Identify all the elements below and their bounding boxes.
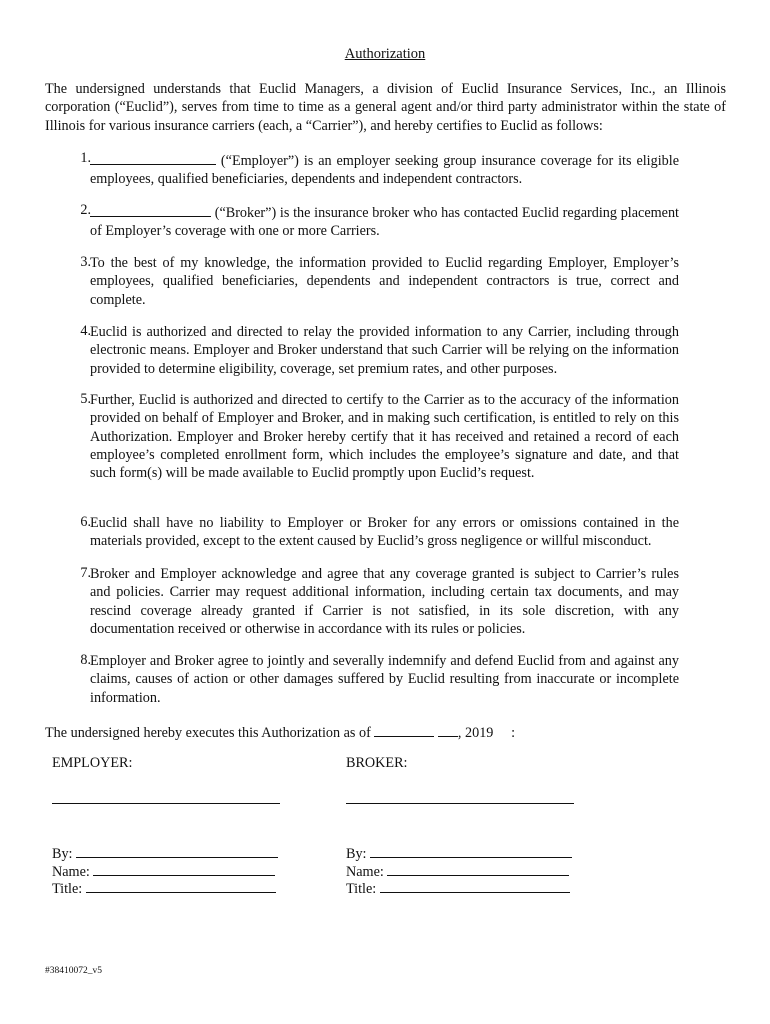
employer-signature-line[interactable] (52, 803, 280, 804)
employer-by-field (52, 844, 278, 863)
employer-by-input[interactable] (76, 844, 278, 858)
employer-label: EMPLOYER: (52, 755, 133, 771)
title-label: Title: (346, 881, 377, 897)
list-item (45, 323, 726, 378)
item-text: (“Employer”) is an employer seeking group insurance coverage for its eligible employees, qualified beneficiaries, dependents and independent contractors. (90, 153, 679, 188)
broker-title-input[interactable] (380, 879, 570, 893)
broker-by-field (346, 844, 572, 863)
date-month-blank[interactable] (374, 722, 434, 737)
list-item (45, 391, 726, 482)
item-text: Broker and Employer acknowledge and agree that any coverage granted is subject to Carrier’s rules and policies. Carrier may request additional information, including certain tax documents, and may rescind coverage already granted if Carrier is not satisfied, in its sole discretion, with any documentation received or otherwise in accordance with its rules or policies. (90, 566, 679, 637)
document-footer-code: #38410072_v5 (45, 966, 102, 976)
execution-prefix: The undersigned hereby executes this Authorization as of (45, 725, 375, 741)
execution-line (45, 722, 726, 742)
broker-title-field (346, 879, 570, 898)
execution-suffix: : (511, 725, 516, 741)
list-item (45, 565, 726, 638)
item-number: 8. (80, 652, 91, 668)
list-item (45, 202, 726, 241)
execution-year: , 2019 (457, 725, 494, 741)
broker-by-input[interactable] (370, 844, 572, 858)
list-item (45, 652, 726, 707)
document-title: Authorization (344, 46, 426, 62)
item-number: 1. (80, 150, 91, 166)
broker-name-input[interactable] (387, 862, 569, 876)
item-text: (“Broker”) is the insurance broker who has contacted Euclid regarding placement of Employer’s coverage with one or more Carriers. (90, 205, 679, 240)
item-number: 4. (80, 323, 91, 339)
intro-paragraph: The undersigned understands that Euclid Managers, a division of Euclid Insurance Services, Inc., an Illinois corporation (“Euclid”), serves from time to time as a general agent and/or third party administrator within the state of Illinois for various insurance carriers (each, a “Carrier”), and hereby certifies to Euclid as follows: (45, 81, 726, 134)
item-text: Euclid is authorized and directed to relay the provided information to any Carrier, including through electronic means. Employer and Broker understand that such Carrier will be relying on the information provided to determine eligibility, coverage, set premium rates, and other purposes. (90, 324, 679, 377)
item-number: 7. (80, 565, 91, 581)
by-label: By: (346, 846, 367, 862)
employer-title-input[interactable] (86, 879, 276, 893)
broker-label: BROKER: (346, 755, 408, 771)
by-label: By: (52, 846, 73, 862)
title-label: Title: (52, 881, 83, 897)
list-item (45, 514, 726, 551)
employer-title-field (52, 879, 276, 898)
item-number: 5. (80, 391, 91, 407)
item-text: Employer and Broker agree to jointly and severally indemnify and defend Euclid from and against any claims, causes of action or other damages suffered by Euclid resulting from inaccurate or incomplete information. (90, 653, 679, 706)
employer-name-input[interactable] (93, 862, 275, 876)
name-label: Name: (52, 864, 90, 880)
date-day-blank[interactable] (438, 722, 458, 737)
employer-name-blank[interactable] (90, 150, 216, 165)
broker-signature-line[interactable] (346, 803, 574, 804)
item-number: 6. (80, 514, 91, 530)
name-label: Name: (346, 864, 384, 880)
item-number: 2. (80, 202, 91, 218)
list-item (45, 150, 726, 189)
item-number: 3. (80, 254, 91, 270)
item-text: Euclid shall have no liability to Employer or Broker for any errors or omissions contained in the materials provided, except to the extent caused by Euclid’s gross negligence or willful misconduct. (90, 515, 679, 550)
item-text: To the best of my knowledge, the information provided to Euclid regarding Employer, Employer’s employees, qualified beneficiaries, dependents and independent contractors is true, correct and complete. (90, 255, 679, 308)
list-item (45, 254, 726, 309)
item-text: Further, Euclid is authorized and directed to certify to the Carrier as to the accuracy of the information provided on behalf of Employer and Broker, and in making such certification, is entitled to rely on this Authorization. Employer and Broker hereby certify that it has received and retained a record of each employee’s completed enrollment form, which includes the employee’s signature and date, and that such form(s) will be made available to Euclid promptly upon Euclid’s request. (90, 392, 679, 482)
broker-name-blank[interactable] (90, 202, 211, 217)
